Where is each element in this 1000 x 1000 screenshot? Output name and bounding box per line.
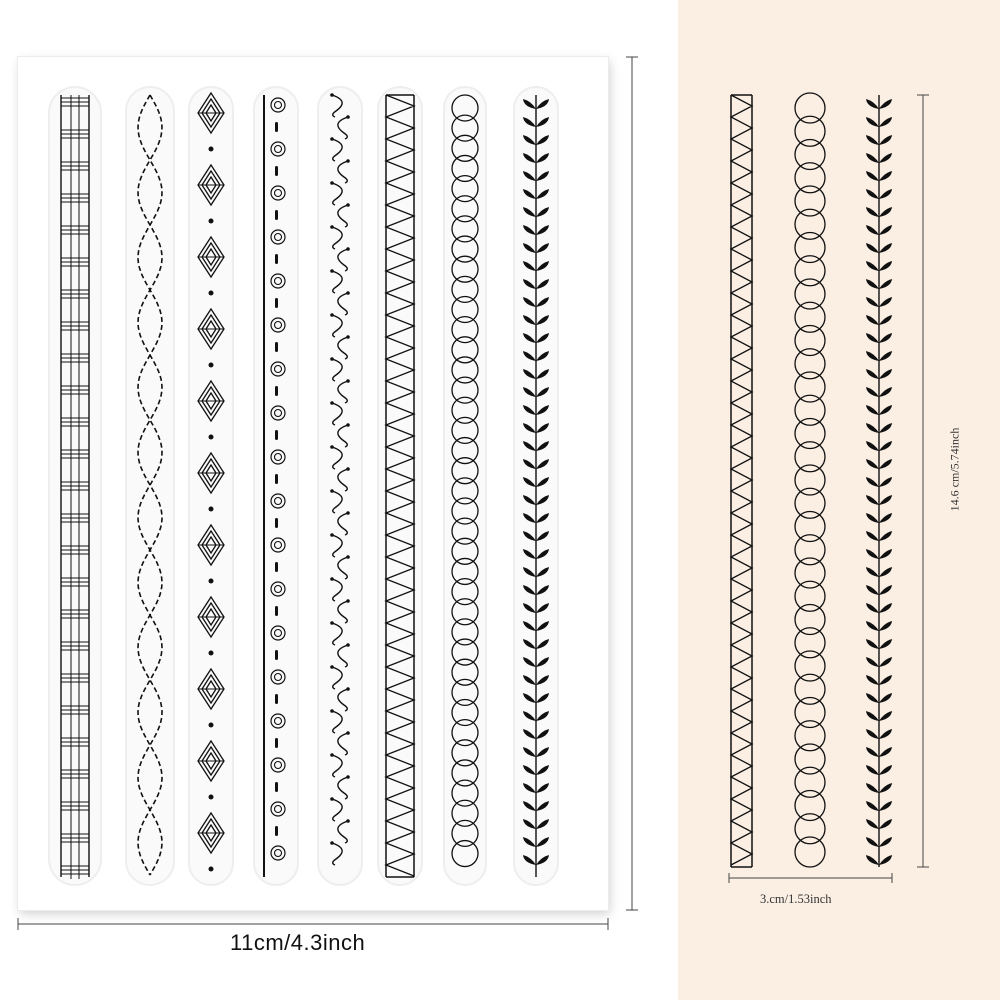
- detail-leaf-vine-border: [866, 95, 892, 867]
- detail-zigzag-border: [731, 95, 752, 867]
- sheet-width-label: 11cm/4.3inch: [230, 930, 366, 955]
- detail-width-label: 3.cm/1.53inch: [760, 892, 832, 906]
- detail-height-label: 14.6 cm/5.74inch: [947, 427, 962, 512]
- detail-loop-chain-border: [795, 93, 825, 867]
